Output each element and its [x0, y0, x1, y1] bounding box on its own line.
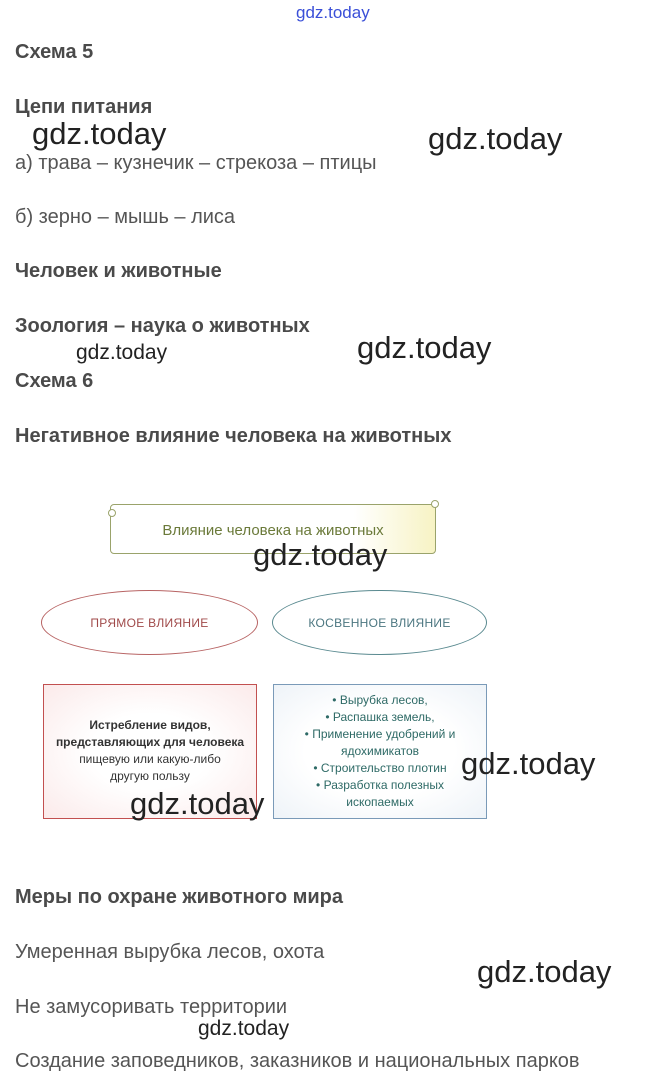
watermark: gdz.today — [253, 537, 388, 572]
indirect-box-line: • Строительство плотин — [313, 761, 447, 775]
direct-box-line: представляющих для человека — [55, 735, 245, 749]
food-chain-b: б) зерно – мышь – лиса — [15, 206, 236, 228]
indirect-box-line: ископаемых — [346, 795, 414, 809]
diagram-banner-title: Влияние человека на животных — [162, 522, 384, 539]
watermark: gdz.today — [130, 786, 265, 821]
protection-item: Умеренная вырубка лесов, охота — [15, 941, 325, 963]
watermark: gdz.today — [76, 341, 168, 364]
watermark: gdz.today — [198, 1017, 290, 1040]
direct-influence-ellipse — [41, 590, 258, 655]
indirect-influence-label: КОСВЕННОЕ ВЛИЯНИЕ — [308, 615, 451, 630]
indirect-box-line: • Применение удобрений и — [304, 727, 456, 741]
watermark: gdz.today — [428, 121, 563, 156]
watermark: gdz.today — [461, 746, 596, 781]
protection-item: Не замусоривать территории — [15, 996, 288, 1018]
direct-influence-label: ПРЯМОЕ ВЛИЯНИЕ — [90, 615, 209, 630]
indirect-box-line: • Разработка полезных — [316, 778, 444, 792]
scroll-curl-left — [108, 509, 116, 517]
direct-box-line: Истребление видов, — [89, 718, 211, 732]
indirect-influence-ellipse — [272, 590, 487, 655]
watermark: gdz.today — [32, 116, 167, 151]
watermark: gdz.today — [357, 330, 492, 365]
direct-box-line: пищевую или какую-либо — [79, 752, 221, 766]
zoology-heading: Зоология – наука о животных — [15, 315, 310, 337]
scroll-curl-right — [431, 500, 439, 508]
protection-heading: Меры по охране животного мира — [15, 886, 344, 908]
food-chain-a: а) трава – кузнечик – стрекоза – птицы — [15, 152, 377, 174]
indirect-box-line: • Вырубка лесов, — [332, 693, 428, 707]
schema-6-subtitle: Негативное влияние человека на животных — [15, 425, 452, 447]
direct-box-line: другую пользу — [110, 769, 190, 783]
schema-6-title: Схема 6 — [15, 370, 94, 392]
indirect-box-line: ядохимикатов — [340, 744, 420, 758]
indirect-box-line: • Распашка земель, — [325, 710, 435, 724]
watermark-top: gdz.today — [296, 3, 370, 22]
schema-5-title: Схема 5 — [15, 41, 94, 63]
watermark: gdz.today — [477, 954, 612, 989]
food-chains-heading: Цепи питания — [15, 96, 153, 118]
human-animals-heading: Человек и животные — [15, 260, 222, 282]
protection-item: Создание заповедников, заказников и национальных парков — [15, 1050, 580, 1072]
indirect-influence-box — [273, 684, 487, 819]
